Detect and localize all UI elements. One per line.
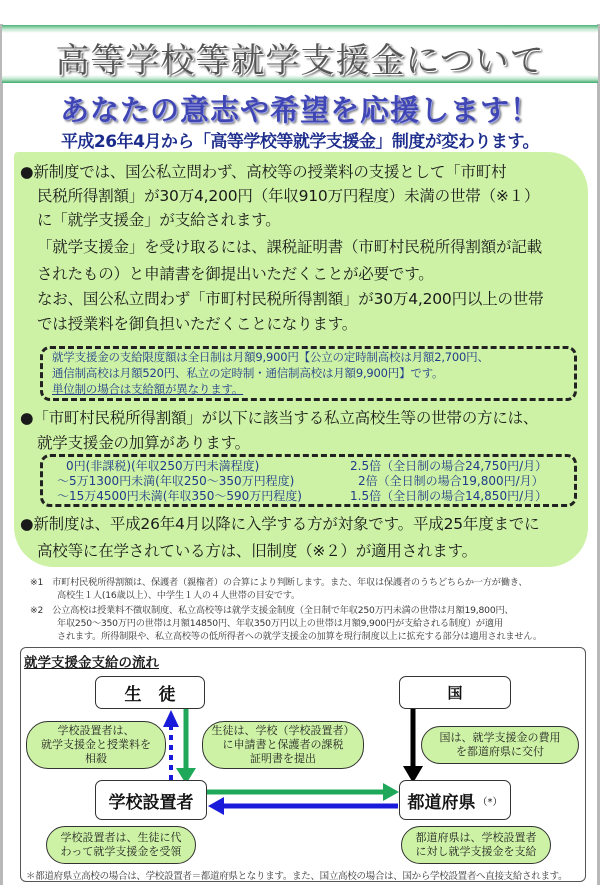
bubble-pay: [401, 826, 551, 864]
footnote-line: ※2 公立高校は授業料不徴収制度、私立高校等は就学支援金制度（全日制で年収250万円未満の世帯は月額19,800円、: [30, 605, 514, 616]
para2-line: ●「市町村民税所得割額」が以下に該当する私立高校生等の世帯の方には、: [20, 409, 539, 427]
bubble-text: 証明書を提出: [250, 752, 316, 765]
table-row-range: 0円(非課税)(年収250万円未満程度): [66, 459, 260, 473]
para1-line: ●新制度では、国公私立問わず、高校等の授業料の支援として「市町村: [20, 163, 507, 181]
arrow-head-left-icon: [208, 797, 224, 815]
subheading: 平成26年4月から「高等学校等就学支援金」制度が変わります。: [60, 132, 540, 152]
limit-note-line: 就学支援金の支給限度額は全日制は月額9,900円【公立の定時制高校は月額2,700円、: [52, 350, 489, 364]
bubble-grant: [421, 726, 579, 764]
bubble-text: 就学支援金と授業料を: [41, 738, 151, 751]
table-row-rate: 1.5倍（全日制の場合14,850円/月）: [350, 489, 548, 503]
footnote-line: されます。所得制限や、私立高校等の低所得者への就学支援金の加算を現行制度以上に拡充する部分は適用されません。: [30, 631, 542, 642]
bubble-text: に申請書と保護者の課税: [222, 738, 344, 751]
bubble-apply: [202, 721, 364, 769]
para1-line: 民税所得割額」が30万4,200円（年収910万円程度）未満の世帯（※１）: [37, 187, 540, 205]
page-title: 高等学校等就学支援金について: [55, 41, 545, 81]
bubble-text: に対し就学支援金を支給: [415, 845, 537, 858]
table-row-rate: 2倍（全日制の場合19,800円/月）: [358, 474, 544, 488]
flow-title: 就学支援金支給の流れ: [24, 655, 159, 671]
para1-line: されたもの）と申請書を御提出いただくことが必要です。: [37, 265, 434, 283]
para1-line: 「就学支援金」を受け取るには、課税証明書（市町村民税所得割額が記載: [37, 238, 542, 256]
arrow-head-right-icon: [383, 783, 399, 801]
node-prefecture: [399, 780, 511, 820]
bubble-text: 都道府県は、学校設置者: [415, 831, 537, 844]
bubble-receive: [46, 826, 196, 864]
limit-note-line: 単位制の場合は支給額が異なります。: [52, 382, 244, 396]
bubble-text: 学校設置者は、生徒に代: [60, 831, 182, 844]
node-school-operator: 学校設置者: [95, 780, 207, 820]
footnote-line: 高校生１人(16歳以上）、中学生１人の４人世帯の目安です。: [30, 590, 300, 601]
table-row-range: ～5万1300円未満(年収250～350万円程度): [57, 474, 295, 488]
para1-line: なお、国公私立問わず「市町村民税所得割額」が30万4,200円以上の世帯: [37, 290, 544, 308]
bubble-text: わって就学支援金を受領: [60, 845, 182, 858]
arrow-head-up-icon: [163, 710, 179, 727]
node-prefecture-label: 都道府県: [407, 792, 476, 813]
footnote-line: ※1 市町村民税所得割額は、保護者（親権者）の合算により判断します。また、年収は保護者のうちどちらか一方が働き、: [30, 577, 528, 588]
bubble-text: 生徒は、学校（学校設置者）: [211, 724, 355, 737]
flow-note: ＊都道府県立高校の場合は、学校設置者＝都道府県となります。また、国立高校の場合は、国から学校設置者へ直接支給されます。: [26, 871, 568, 882]
para2-line: 就学支援金の加算があります。: [37, 434, 250, 452]
node-country: 国: [399, 676, 511, 709]
para3-line: 高校等に在学されている方は、旧制度（※２）が適用されます。: [37, 542, 477, 560]
table-row-range: ～15万4500円未満(年収350～590万円程度): [57, 489, 302, 503]
table-row-rate: 2.5倍（全日制の場合24,750円/月）: [350, 459, 548, 473]
bubble-text: 相殺: [85, 752, 107, 765]
para1-line: に「就学支援金」が支給されます。: [37, 211, 281, 229]
footnote-line: 年収250～350万円の世帯は月額14850円、年収350万円以上の世帯は月額9,900円が支給される制度）が適用: [30, 618, 503, 629]
limit-note-line: 通信制高校は月額520円、私立の定時制・通信制高校は月額9,900円】です。: [52, 366, 444, 380]
slogan: あなたの意志や希望を応援します！: [59, 93, 540, 127]
para1-line: では授業料を御負担いただくことになります。: [37, 315, 358, 333]
node-student: 生 徒: [95, 676, 205, 709]
prefecture-asterisk: （*）: [477, 796, 503, 808]
para3-line: ●新制度は、平成26年4月以降に入学する方が対象です。平成25年度までに: [20, 515, 540, 533]
bubble-text: を都道府県に交付: [456, 745, 544, 758]
bubble-text: 国は、就学支援金の費用: [439, 731, 561, 744]
bubble-offset: [26, 721, 166, 769]
bubble-text: 学校設置者は、: [57, 724, 135, 737]
